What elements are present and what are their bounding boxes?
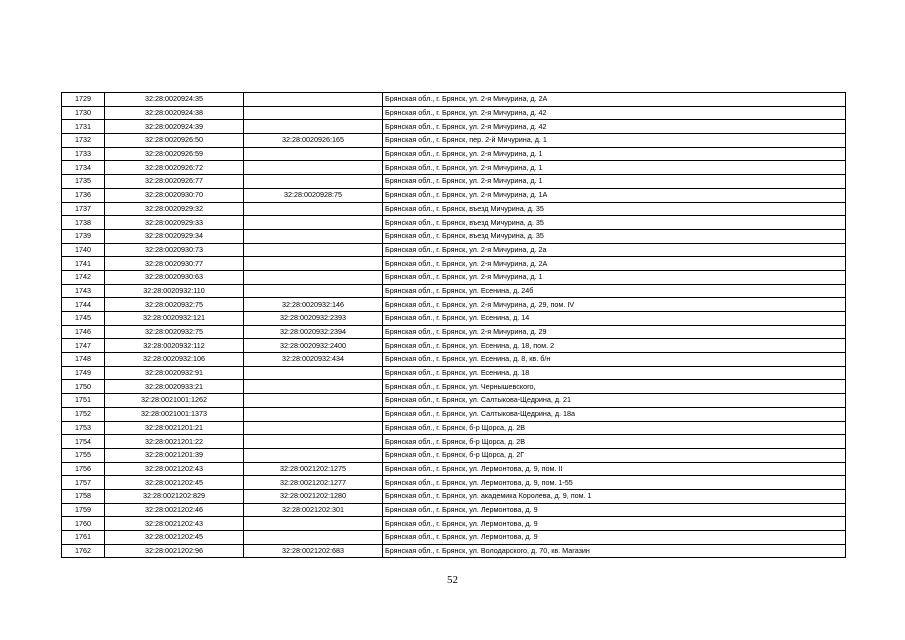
address-cell: Брянская обл., г. Брянск, ул. 2-я Мичурина, д. 2А [383,257,846,271]
table-row [62,134,846,148]
row-number-cell: 1762 [62,544,105,558]
table-row [62,270,846,284]
address-cell: Брянская обл., г. Брянск, б-р Щорса, д. 2Г [383,448,846,462]
row-number-cell: 1753 [62,421,105,435]
table-row [62,120,846,134]
table-row [62,353,846,367]
cadastral-number-cell: 32:28:0020930:70 [105,188,244,202]
cadastral-number-cell: 32:28:0020932:75 [105,325,244,339]
cadastral-number-cell: 32:28:0020926:50 [105,134,244,148]
address-cell: Брянская обл., г. Брянск, ул. Есенина, д. 14 [383,312,846,326]
cadastral-number-cell: 32:28:0020932:121 [105,312,244,326]
cadastral-number-cell: 32:28:0020933:21 [105,380,244,394]
address-cell: Брянская обл., г. Брянск, ул. Лермонтова, д. 9, пом. 1-55 [383,476,846,490]
address-cell: Брянская обл., г. Брянск, ул. 2-я Мичурина, д. 42 [383,106,846,120]
table-row [62,517,846,531]
address-cell: Брянская обл., г. Брянск, ул. Володарского, д. 70, кв. Магазин [383,544,846,558]
related-cadastral-number-cell [244,161,383,175]
address-cell: Брянская обл., г. Брянск, ул. Лермонтова, д. 9 [383,531,846,545]
related-cadastral-number-cell [244,106,383,120]
address-cell: Брянская обл., г. Брянск, ул. 2-я Мичурина, д. 1 [383,161,846,175]
related-cadastral-number-cell: 32:28:0020932:434 [244,353,383,367]
table-row [62,421,846,435]
related-cadastral-number-cell [244,229,383,243]
row-number-cell: 1729 [62,93,105,107]
cadastral-number-cell: 32:28:0020930:63 [105,270,244,284]
table-row [62,503,846,517]
related-cadastral-number-cell [244,270,383,284]
table-row [62,175,846,189]
address-cell: Брянская обл., г. Брянск, ул. 2-я Мичурина, д. 2а [383,243,846,257]
cadastral-number-cell: 32:28:0021201:22 [105,435,244,449]
address-cell: Брянская обл., г. Брянск, въезд Мичурина, д. 35 [383,229,846,243]
table-row [62,448,846,462]
related-cadastral-number-cell: 32:28:0020932:2400 [244,339,383,353]
row-number-cell: 1752 [62,407,105,421]
row-number-cell: 1739 [62,229,105,243]
related-cadastral-number-cell [244,421,383,435]
row-number-cell: 1761 [62,531,105,545]
row-number-cell: 1736 [62,188,105,202]
row-number-cell: 1750 [62,380,105,394]
address-cell: Брянская обл., г. Брянск, ул. Салтыкова-Щедрина, д. 18а [383,407,846,421]
address-cell: Брянская обл., г. Брянск, въезд Мичурина, д. 35 [383,202,846,216]
row-number-cell: 1731 [62,120,105,134]
row-number-cell: 1760 [62,517,105,531]
address-cell: Брянская обл., г. Брянск, б-р Щорса, д. 2В [383,435,846,449]
cadastral-number-cell: 32:28:0021202:43 [105,462,244,476]
address-cell: Брянская обл., г. Брянск, ул. 2-я Мичурина, д. 2А [383,93,846,107]
address-cell: Брянская обл., г. Брянск, б-р Щорса, д. 2В [383,421,846,435]
row-number-cell: 1745 [62,312,105,326]
row-number-cell: 1751 [62,394,105,408]
cadastral-number-cell: 32:28:0020929:32 [105,202,244,216]
table-row [62,366,846,380]
related-cadastral-number-cell [244,517,383,531]
table-row [62,325,846,339]
related-cadastral-number-cell: 32:28:0021202:1280 [244,489,383,503]
table-row [62,188,846,202]
table-row [62,394,846,408]
related-cadastral-number-cell: 32:28:0021202:683 [244,544,383,558]
row-number-cell: 1737 [62,202,105,216]
table-row [62,93,846,107]
cadastral-number-cell: 32:28:0020924:35 [105,93,244,107]
row-number-cell: 1748 [62,353,105,367]
table-row [62,380,846,394]
address-cell: Брянская обл., г. Брянск, ул. Есенина, д. 8, кв. б/н [383,353,846,367]
cadastral-number-cell: 32:28:0021201:21 [105,421,244,435]
table-row [62,339,846,353]
cadastral-number-cell: 32:28:0021202:829 [105,489,244,503]
cadastral-number-cell: 32:28:0020924:39 [105,120,244,134]
table-row [62,106,846,120]
related-cadastral-number-cell [244,257,383,271]
table-row [62,161,846,175]
related-cadastral-number-cell: 32:28:0020932:146 [244,298,383,312]
cadastral-number-cell: 32:28:0020926:59 [105,147,244,161]
row-number-cell: 1743 [62,284,105,298]
row-number-cell: 1756 [62,462,105,476]
cadastral-table [61,92,846,558]
table-row [62,435,846,449]
row-number-cell: 1740 [62,243,105,257]
address-cell: Брянская обл., г. Брянск, ул. академика Королева, д. 9, пом. 1 [383,489,846,503]
cadastral-number-cell: 32:28:0021202:46 [105,503,244,517]
cadastral-number-cell: 32:28:0021001:1262 [105,394,244,408]
cadastral-number-cell: 32:28:0020932:75 [105,298,244,312]
table-row [62,312,846,326]
address-cell: Брянская обл., г. Брянск, въезд Мичурина, д. 35 [383,216,846,230]
row-number-cell: 1747 [62,339,105,353]
address-cell: Брянская обл., г. Брянск, ул. Лермонтова, д. 9 [383,503,846,517]
table-row [62,476,846,490]
address-cell: Брянская обл., г. Брянск, пер. 2-й Мичурина, д. 1 [383,134,846,148]
table-row [62,407,846,421]
cadastral-number-cell: 32:28:0020932:91 [105,366,244,380]
row-number-cell: 1757 [62,476,105,490]
table-row [62,257,846,271]
cadastral-number-cell: 32:28:0021202:45 [105,531,244,545]
address-cell: Брянская обл., г. Брянск, ул. 2-я Мичурина, д. 1 [383,147,846,161]
row-number-cell: 1732 [62,134,105,148]
related-cadastral-number-cell [244,175,383,189]
row-number-cell: 1742 [62,270,105,284]
related-cadastral-number-cell [244,147,383,161]
cadastral-number-cell: 32:28:0020930:77 [105,257,244,271]
table-row [62,462,846,476]
row-number-cell: 1755 [62,448,105,462]
cadastral-number-cell: 32:28:0020929:33 [105,216,244,230]
related-cadastral-number-cell [244,216,383,230]
cadastral-number-cell: 32:28:0021001:1373 [105,407,244,421]
row-number-cell: 1733 [62,147,105,161]
row-number-cell: 1735 [62,175,105,189]
row-number-cell: 1746 [62,325,105,339]
address-cell: Брянская обл., г. Брянск, ул. 2-я Мичурина, д. 29 [383,325,846,339]
cadastral-number-cell: 32:28:0020932:110 [105,284,244,298]
related-cadastral-number-cell [244,366,383,380]
related-cadastral-number-cell: 32:28:0020928:75 [244,188,383,202]
related-cadastral-number-cell [244,394,383,408]
table-body [62,93,846,558]
address-cell: Брянская обл., г. Брянск, ул. Лермонтова, д. 9, пом. II [383,462,846,476]
cadastral-number-cell: 32:28:0021202:43 [105,517,244,531]
address-cell: Брянская обл., г. Брянск, ул. 2-я Мичурина, д. 1 [383,175,846,189]
related-cadastral-number-cell [244,531,383,545]
cadastral-number-cell: 32:28:0021201:39 [105,448,244,462]
table-row [62,298,846,312]
table-row [62,544,846,558]
address-cell: Брянская обл., г. Брянск, ул. 2-я Мичурина, д. 29, пом. IV [383,298,846,312]
address-cell: Брянская обл., г. Брянск, ул. 2-я Мичурина, д. 1 [383,270,846,284]
cadastral-number-cell: 32:28:0020932:112 [105,339,244,353]
row-number-cell: 1730 [62,106,105,120]
cadastral-number-cell: 32:28:0021202:96 [105,544,244,558]
address-cell: Брянская обл., г. Брянск, ул. 2-я Мичурина, д. 42 [383,120,846,134]
table-row [62,202,846,216]
table-row [62,284,846,298]
cadastral-number-cell: 32:28:0020924:38 [105,106,244,120]
related-cadastral-number-cell: 32:28:0021202:1277 [244,476,383,490]
table-row [62,489,846,503]
related-cadastral-number-cell [244,448,383,462]
related-cadastral-number-cell [244,93,383,107]
cadastral-number-cell: 32:28:0020926:77 [105,175,244,189]
row-number-cell: 1734 [62,161,105,175]
related-cadastral-number-cell: 32:28:0020932:2394 [244,325,383,339]
cadastral-number-cell: 32:28:0020926:72 [105,161,244,175]
related-cadastral-number-cell [244,407,383,421]
page-number: 52 [447,574,458,586]
related-cadastral-number-cell: 32:28:0020926:165 [244,134,383,148]
related-cadastral-number-cell [244,284,383,298]
related-cadastral-number-cell: 32:28:0021202:1275 [244,462,383,476]
related-cadastral-number-cell [244,120,383,134]
row-number-cell: 1741 [62,257,105,271]
related-cadastral-number-cell [244,435,383,449]
address-cell: Брянская обл., г. Брянск, ул. Есенина, д. 18 [383,366,846,380]
cadastral-number-cell: 32:28:0020929:34 [105,229,244,243]
related-cadastral-number-cell: 32:28:0021202:301 [244,503,383,517]
cadastral-number-cell: 32:28:0021202:45 [105,476,244,490]
table-row [62,229,846,243]
table-row [62,531,846,545]
row-number-cell: 1738 [62,216,105,230]
row-number-cell: 1759 [62,503,105,517]
row-number-cell: 1754 [62,435,105,449]
table-row [62,147,846,161]
related-cadastral-number-cell [244,243,383,257]
related-cadastral-number-cell [244,380,383,394]
address-cell: Брянская обл., г. Брянск, ул. Салтыкова-Щедрина, д. 21 [383,394,846,408]
address-cell: Брянская обл., г. Брянск, ул. Лермонтова, д. 9 [383,517,846,531]
address-cell: Брянская обл., г. Брянск, ул. Чернышевского, [383,380,846,394]
row-number-cell: 1758 [62,489,105,503]
related-cadastral-number-cell: 32:28:0020932:2393 [244,312,383,326]
cadastral-number-cell: 32:28:0020932:106 [105,353,244,367]
table-row [62,243,846,257]
address-cell: Брянская обл., г. Брянск, ул. 2-я Мичурина, д. 1А [383,188,846,202]
row-number-cell: 1749 [62,366,105,380]
related-cadastral-number-cell [244,202,383,216]
cadastral-number-cell: 32:28:0020930:73 [105,243,244,257]
table-row [62,216,846,230]
row-number-cell: 1744 [62,298,105,312]
address-cell: Брянская обл., г. Брянск, ул. Есенина, д. 18, пом. 2 [383,339,846,353]
address-cell: Брянская обл., г. Брянск, ул. Есенина, д. 24б [383,284,846,298]
